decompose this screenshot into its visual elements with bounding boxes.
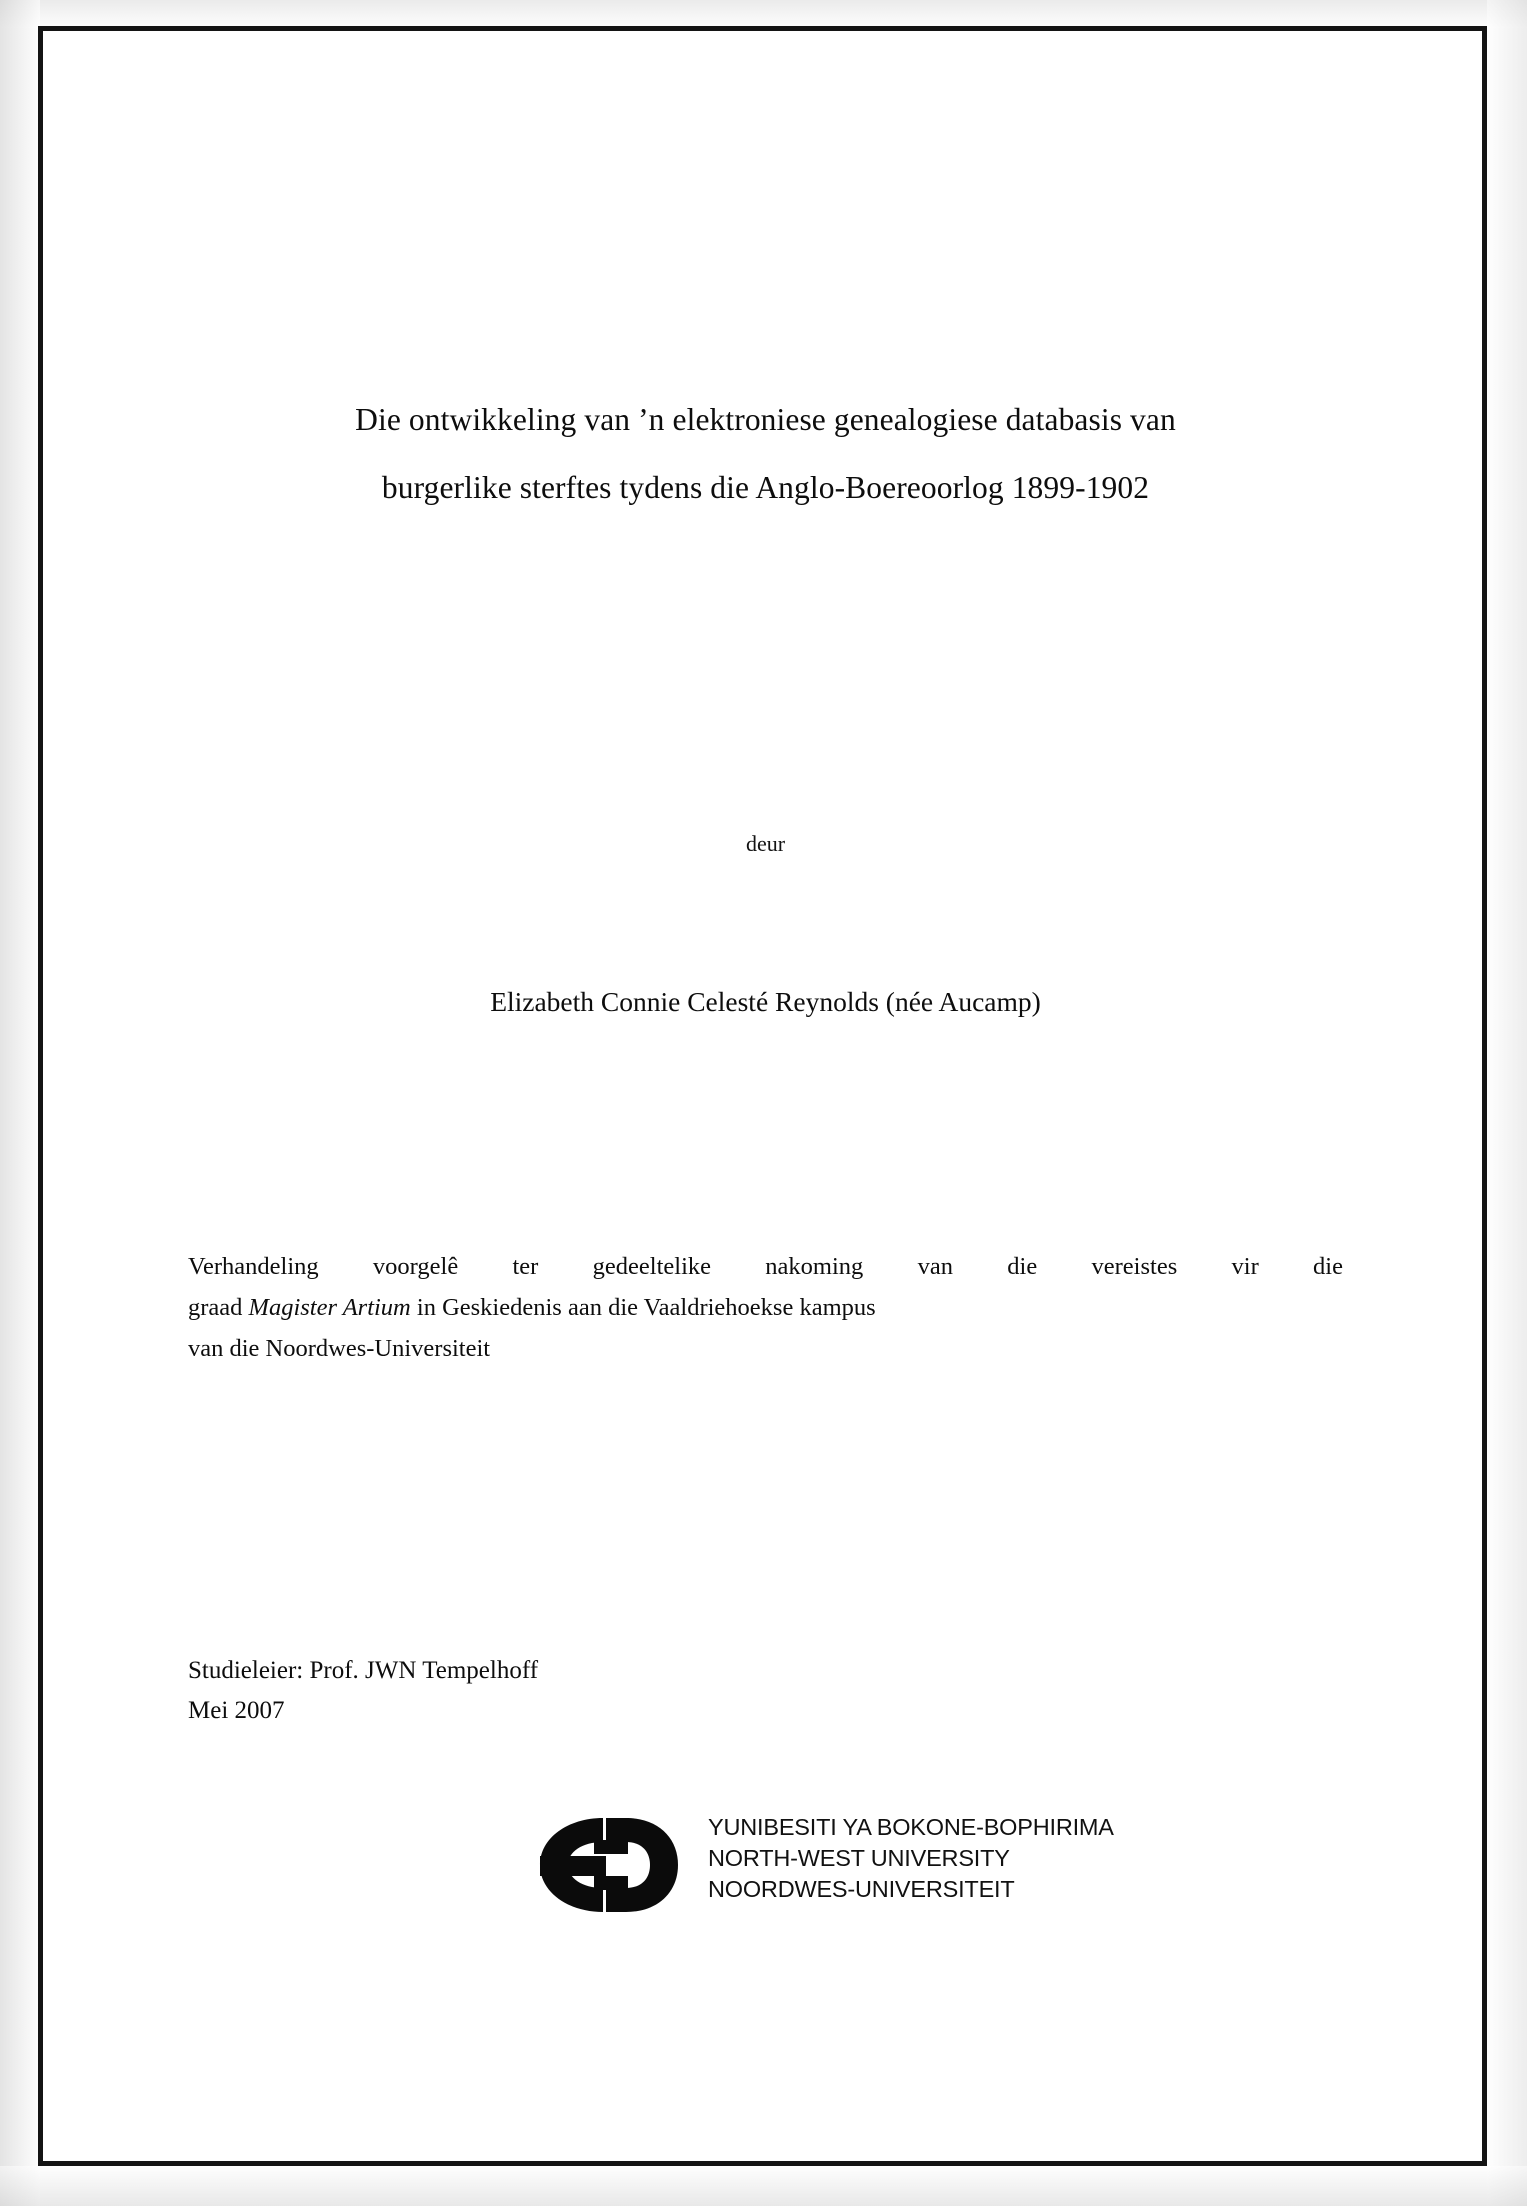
degree-statement-line-2-prefix: graad [188, 1294, 249, 1321]
byline-label: deur [745, 831, 786, 856]
page-border-frame [38, 26, 1487, 2166]
logo-text-line-3: NOORDWES-UNIVERSITEIT [708, 1876, 1015, 1902]
degree-name-italic: Magister Artium [248, 1294, 411, 1321]
supervisor-line: Studieleier: Prof. JWN Tempelhoff [188, 1657, 539, 1684]
degree-statement-line-1: Verhandeling voorgelê ter gedeeltelike nakoming van die vereistes vir die [188, 1253, 1343, 1280]
date-line: Mei 2007 [188, 1697, 285, 1724]
document-title [188, 386, 1343, 522]
logo-text-line-2: NORTH-WEST UNIVERSITY [708, 1845, 1010, 1871]
scan-edge-right [1487, 0, 1527, 2206]
scan-edge-top [0, 0, 1527, 28]
north-west-university-logo-icon [508, 1810, 698, 1920]
page-content-area [43, 31, 1482, 2161]
title-line-2: burgerlike sterftes tydens die Anglo-Boereoorlog 1899-1902 [381, 470, 1150, 505]
supervisor-and-date [188, 1651, 1343, 1731]
scan-edge-bottom [0, 2166, 1527, 2206]
degree-statement [188, 1246, 1343, 1369]
university-logo-text [708, 1812, 1114, 1905]
author-name: Elizabeth Connie Celesté Reynolds (née Aucamp) [490, 986, 1041, 1017]
degree-statement-line-2-suffix: in Geskiedenis aan die Vaaldriehoekse kampus [410, 1294, 876, 1321]
university-logo-block [508, 1806, 1268, 1936]
title-line-1: Die ontwikkeling van ’n elektroniese genealogiese databasis van [355, 402, 1176, 437]
degree-statement-line-2 [188, 1287, 1343, 1328]
logo-text-line-1: YUNIBESITI YA BOKONE-BOPHIRIMA [708, 1814, 1114, 1840]
scan-edge-left [0, 0, 40, 2206]
title-page-content [188, 31, 1343, 2161]
degree-statement-line-3: van die Noordwes-Universiteit [188, 1335, 491, 1362]
